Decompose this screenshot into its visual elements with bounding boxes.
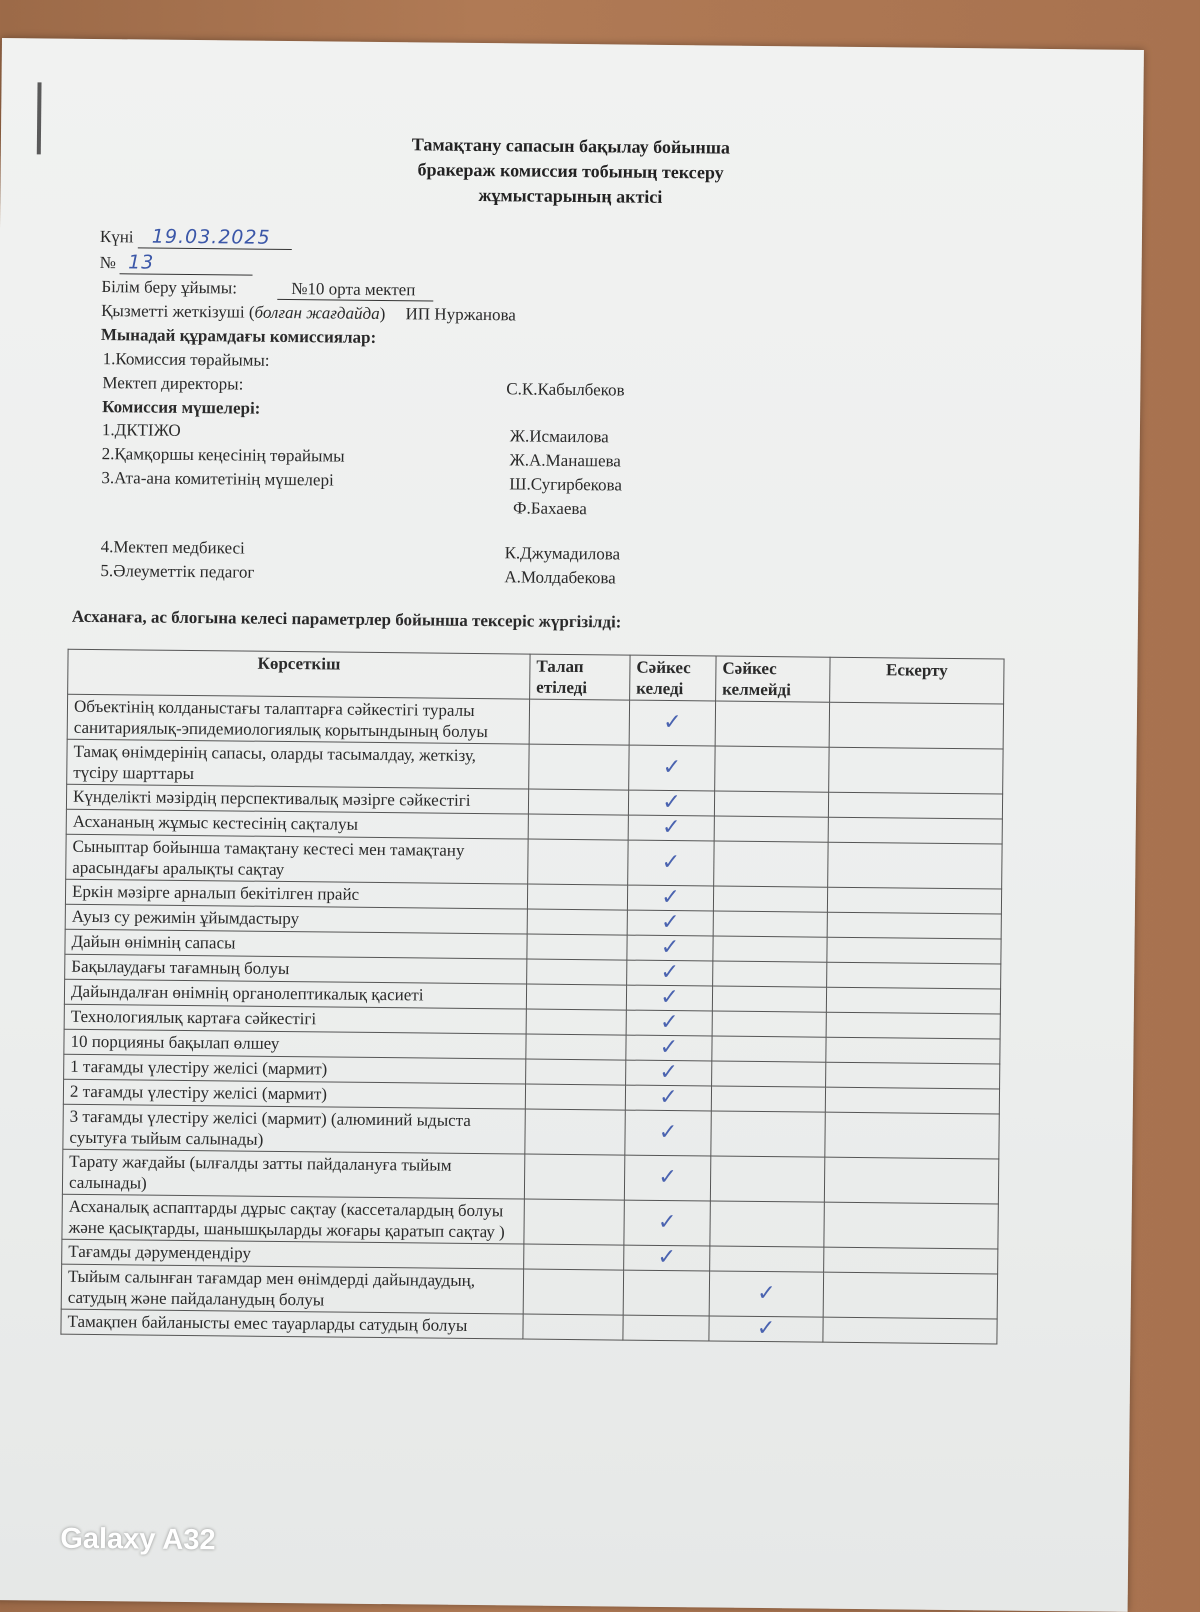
header-match: Сәйкес келеді xyxy=(630,655,716,701)
match-cell xyxy=(627,935,713,961)
checkmark-icon: ✓ xyxy=(660,934,680,961)
indicator-cell: Асхананың жұмыс кестесінің сақталуы xyxy=(66,809,528,839)
match-cell xyxy=(623,1270,709,1316)
required-cell xyxy=(529,699,629,745)
match-cell xyxy=(629,745,715,791)
number-row xyxy=(100,251,254,276)
no-match-cell xyxy=(713,911,827,937)
required-cell xyxy=(526,1059,626,1085)
indicator-cell: Сыныптар бойынша тамақтану кестесі мен тамақтану арасындағы аралықты сақтау xyxy=(66,834,528,884)
required-cell xyxy=(525,1109,625,1155)
required-cell xyxy=(526,1009,626,1035)
indicator-cell: Дайын өнімнің сапасы xyxy=(65,929,527,959)
no-match-cell xyxy=(714,816,828,842)
note-cell xyxy=(827,937,1001,964)
member-role: 2.Қамқоршы кеңесінің төрайымы xyxy=(101,444,345,466)
note-cell xyxy=(824,1157,998,1204)
checkmark-icon: ✓ xyxy=(757,1280,776,1307)
number-label: № xyxy=(99,253,116,273)
required-cell xyxy=(524,1244,624,1270)
inspection-heading: Асханаға, ас блогына келесі параметрлер бойынша тексеріс жүргізілді: xyxy=(71,606,622,632)
checkmark-icon: ✓ xyxy=(662,754,682,781)
no-match-cell xyxy=(712,1011,826,1037)
indicator-cell: Тамақпен байланысты емес тауарларды сатудың болуы xyxy=(61,1309,523,1339)
inspection-table xyxy=(60,649,1004,1345)
required-cell xyxy=(527,959,627,985)
date-value: 19.03.2025 xyxy=(138,225,292,250)
indicator-cell: Дайындалған өнімнің органолептикалық қасиеті xyxy=(64,979,526,1009)
member-role: 4.Мектеп медбикесі xyxy=(100,537,245,558)
title-line: бракераж комиссия тобының тексеру xyxy=(417,159,724,183)
org-row xyxy=(101,277,433,301)
camera-watermark: Galaxy A32 xyxy=(60,1522,216,1557)
note-cell xyxy=(827,962,1001,989)
checkmark-icon: ✓ xyxy=(662,789,681,816)
note-cell xyxy=(828,792,1002,819)
title-line: Тамақтану сапасын бақылау бойынша xyxy=(411,134,731,158)
no-match-cell xyxy=(710,1156,824,1202)
member-name: Ф.Бахаева xyxy=(513,498,587,519)
match-cell xyxy=(625,1110,711,1156)
commission-heading: Мынадай құрамдағы комиссиялар: xyxy=(100,325,377,347)
chair-label: 1.Комиссия төрайымы: xyxy=(102,349,270,370)
checkmark-icon: ✓ xyxy=(659,1084,678,1111)
indicator-cell: Тыйым салынған тағамдар мен өнімдерді дайындаудың, сатудың және пайдаланудың болуы xyxy=(61,1264,523,1314)
match-cell xyxy=(628,815,714,841)
date-row xyxy=(100,225,292,250)
org-label: Білім беру ұйымы: xyxy=(101,277,238,298)
note-cell xyxy=(826,1037,1000,1064)
indicator-cell: Объектінің колданыстағы талаптарға сәйкестігі туралы санитариялық-эпидемиологиялық корытындының болуы xyxy=(67,694,529,744)
note-cell xyxy=(826,1012,1000,1039)
note-cell xyxy=(826,987,1000,1014)
required-cell xyxy=(527,884,627,910)
indicator-cell: 2 тағамды үлестіру желісі (мармит) xyxy=(63,1079,525,1109)
no-match-cell xyxy=(715,746,829,792)
match-cell xyxy=(624,1245,710,1271)
match-cell xyxy=(624,1155,710,1201)
indicator-cell: Күнделікті мәзірдің перспективалық мәзірге сәйкестігі xyxy=(66,784,528,814)
required-cell xyxy=(523,1314,623,1340)
header-indicator: Көрсеткіш xyxy=(68,649,530,699)
note-cell xyxy=(824,1247,998,1274)
no-match-cell xyxy=(710,1201,824,1247)
indicator-cell: Тарату жағдайы (ылғалды затты пайдалануға тыйым салынады) xyxy=(62,1149,524,1199)
match-cell xyxy=(623,1315,709,1341)
match-cell xyxy=(629,700,715,746)
match-cell xyxy=(625,1085,711,1111)
note-cell xyxy=(824,1202,998,1249)
checkmark-icon: ✓ xyxy=(659,1059,679,1086)
match-cell xyxy=(626,985,712,1011)
required-cell xyxy=(524,1154,624,1200)
required-cell xyxy=(528,789,628,815)
director-label: Мектеп директоры: xyxy=(102,373,244,394)
note-cell xyxy=(827,887,1001,914)
header-note: Ескерту xyxy=(830,657,1004,704)
title-line: жұмыстарының актісі xyxy=(478,184,663,207)
org-value: №10 орта мектеп xyxy=(277,279,433,302)
document-sheet xyxy=(0,38,1144,1612)
checkmark-icon: ✓ xyxy=(661,884,680,911)
indicator-cell: Асханалық аспаптарды дұрыс сақтау (кассеталардың болуы және қасықтарды, шанышқыларды жоғары қаратып сақтау ) xyxy=(62,1194,524,1244)
required-cell xyxy=(529,744,629,790)
match-cell xyxy=(626,1010,712,1036)
member-role: 1.ДКТІЖО xyxy=(101,420,181,440)
match-cell xyxy=(627,960,713,986)
checkmark-icon: ✓ xyxy=(660,959,680,986)
indicator-cell: Ауыз су режимін ұйымдастыру xyxy=(65,904,527,934)
required-cell xyxy=(523,1269,623,1315)
note-cell xyxy=(829,702,1003,749)
note-cell xyxy=(828,842,1002,889)
member-name: А.Молдабекова xyxy=(504,567,616,588)
note-cell xyxy=(823,1272,997,1319)
note-cell xyxy=(826,1062,1000,1089)
note-cell xyxy=(823,1317,997,1344)
indicator-cell: Технологиялық картаға сәйкестігі xyxy=(64,1004,526,1034)
note-cell xyxy=(829,747,1003,794)
note-cell xyxy=(828,817,1002,844)
note-cell xyxy=(827,912,1001,939)
no-match-cell xyxy=(714,791,828,817)
match-cell xyxy=(626,1035,712,1061)
indicator-cell: 1 тағамды үлестіру желісі (мармит) xyxy=(64,1054,526,1084)
indicator-cell: Тамақ өнімдерінің сапасы, оларды тасымалдау, жеткізу, түсіру шарттары xyxy=(67,739,529,789)
members-heading: Комиссия мүшелері: xyxy=(102,397,261,418)
required-cell xyxy=(528,814,628,840)
member-name: К.Джумадилова xyxy=(504,543,621,564)
match-cell xyxy=(627,910,713,936)
member-name: Ж.А.Манашева xyxy=(509,450,622,471)
member-role: 3.Ата-ана комитетінің мүшелері xyxy=(101,468,334,490)
match-cell xyxy=(628,790,714,816)
note-cell xyxy=(825,1112,999,1159)
match-cell xyxy=(626,1060,712,1086)
checkmark-icon: ✓ xyxy=(657,1209,677,1236)
number-value: 13 xyxy=(120,251,253,275)
checkmark-icon: ✓ xyxy=(659,1009,679,1036)
indicator-cell: Еркін мәзірге арналып бекітілген прайс xyxy=(65,879,527,909)
required-cell xyxy=(524,1199,624,1245)
no-match-cell xyxy=(713,886,827,912)
member-name: Ж.Исмаилова xyxy=(509,426,609,447)
no-match-cell xyxy=(711,1111,825,1157)
supplier-value: ИП Нуржанова xyxy=(405,304,516,325)
document-title xyxy=(300,131,841,212)
checkmark-icon: ✓ xyxy=(660,984,679,1011)
indicator-cell: 3 тағамды үлестіру желісі (мармит) (алюминий ыдыста суытуға тыйым салынады) xyxy=(63,1104,525,1154)
required-cell xyxy=(526,984,626,1010)
match-cell xyxy=(628,840,714,886)
note-cell xyxy=(825,1087,999,1114)
required-cell xyxy=(526,1034,626,1060)
no-match-cell xyxy=(714,841,828,887)
no-match-cell xyxy=(710,1246,824,1272)
checkmark-icon: ✓ xyxy=(661,849,681,876)
header-no-match: Сәйкес келмейді xyxy=(716,656,830,702)
checkmark-icon: ✓ xyxy=(661,814,681,841)
required-cell xyxy=(528,839,628,885)
indicator-cell: Тағамды дәрумендендіру xyxy=(62,1239,524,1269)
no-match-cell xyxy=(712,1061,826,1087)
header-required: Талап етіледі xyxy=(530,654,630,700)
indicator-cell: 10 порцияны бақылап өлшеу xyxy=(64,1029,526,1059)
no-match-cell xyxy=(712,1036,826,1062)
no-match-cell xyxy=(712,986,826,1012)
match-cell xyxy=(627,885,713,911)
binder-mark xyxy=(37,82,42,154)
date-label: Күні xyxy=(99,227,134,247)
required-cell xyxy=(527,909,627,935)
no-match-cell xyxy=(713,961,827,987)
no-match-cell xyxy=(711,1086,825,1112)
checkmark-icon: ✓ xyxy=(658,1164,677,1191)
no-match-cell xyxy=(715,701,829,747)
supplier-row xyxy=(101,301,516,325)
indicator-cell: Бақылаудағы тағамның болуы xyxy=(65,954,527,984)
member-role: 5.Әлеуметтік педагог xyxy=(100,561,255,582)
checkmark-icon: ✓ xyxy=(660,909,680,936)
checkmark-icon: ✓ xyxy=(663,709,682,736)
no-match-cell xyxy=(709,1271,823,1317)
required-cell xyxy=(525,1084,625,1110)
match-cell xyxy=(624,1200,710,1246)
supplier-label: Қызметті жеткізуші ( xyxy=(101,301,255,322)
member-name: Ш.Сугирбекова xyxy=(509,474,623,495)
required-cell xyxy=(527,934,627,960)
checkmark-icon: ✓ xyxy=(658,1119,678,1146)
checkmark-icon: ✓ xyxy=(659,1034,679,1061)
no-match-cell xyxy=(713,936,827,962)
checkmark-icon: ✓ xyxy=(657,1244,677,1271)
supplier-label-close: ) xyxy=(379,303,386,324)
director-name: С.К.Кабылбеков xyxy=(506,379,625,400)
supplier-label-note: болған жағдайда xyxy=(254,302,380,323)
checkmark-icon: ✓ xyxy=(756,1315,776,1342)
no-match-cell xyxy=(709,1316,823,1342)
